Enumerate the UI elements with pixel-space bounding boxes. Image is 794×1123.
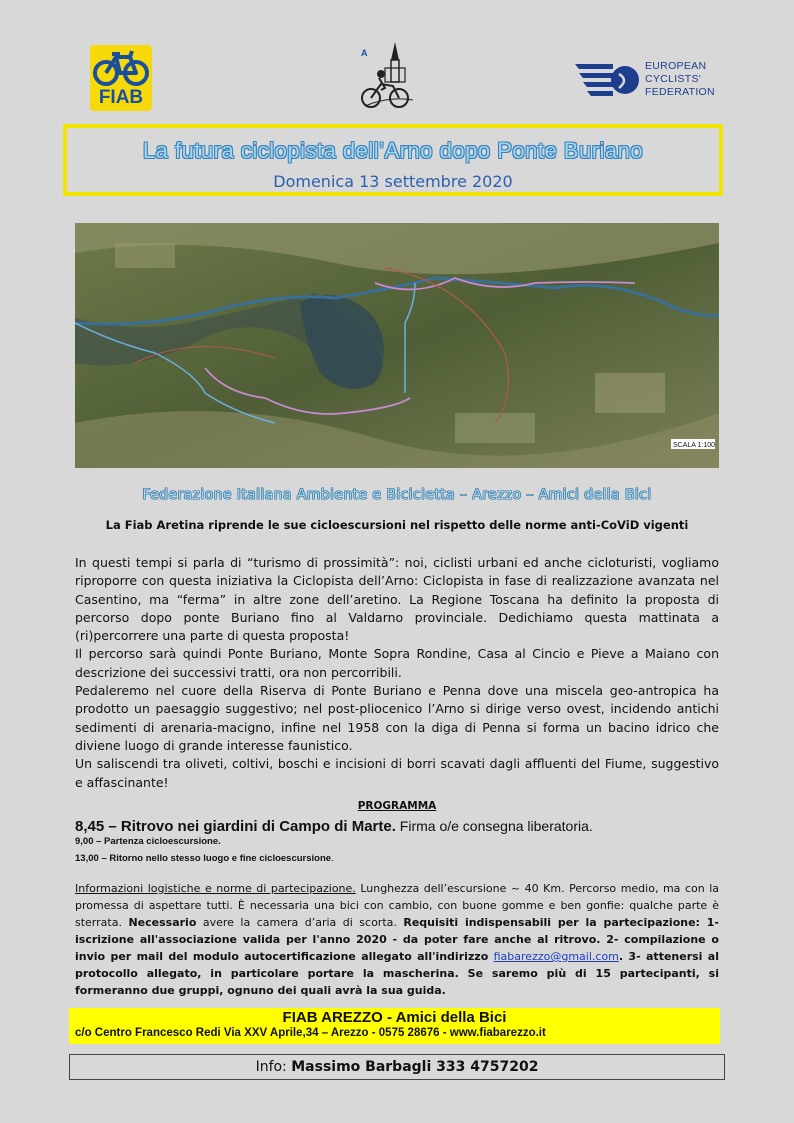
program-item: 8,45 – Ritrovo nei giardini di Campo di Marte. Firma o/e consegna liberatoria. <box>75 818 593 835</box>
footer-address: c/o Centro Francesco Redi Via XXV Aprile,34 – Arezzo - 0575 28676 - www.fiabarezzo.it <box>75 1027 546 1039</box>
paragraph: Pedaleremo nel cuore della Riserva di Ponte Buriano e Penna dove una miscela geo-antropica ha prodotto un paesaggio suggestivo; nel post-pliocenico l’Arno si dirige verso ovest, incidendo antichi sedimenti di arenaria-macigno, infine nel 1958 con la diga di Penna si forma un bacino idrico che diviene luogo di grande interesse faunistico. <box>75 683 719 753</box>
amici-della-bici-logo <box>355 38 423 110</box>
program-item: 13,00 – Ritorno nello stesso luogo e fine cicloescursione. <box>75 853 334 864</box>
ecf-logo <box>573 56 713 106</box>
footer-org-name: FIAB AREZZO - Amici della Bici <box>282 1009 507 1026</box>
paragraph: Il percorso sarà quindi Ponte Buriano, Monte Sopra Rondine, Casa al Cincio e Pieve a Maiano con descrizione dei successivi tratti, ora non percorribili. <box>75 646 719 680</box>
bicycle-icon <box>90 45 152 89</box>
email-link[interactable]: fiabarezzo@gmail.com <box>493 950 619 963</box>
programma-heading: PROGRAMMA <box>357 800 437 812</box>
federation-heading: Federazione Italiana Ambiente e Bicicletta – Arezzo – Amici della Bici <box>142 487 652 503</box>
description-body <box>75 554 719 792</box>
fiab-logo <box>90 45 152 111</box>
route-map-image <box>75 223 719 468</box>
footer-banner <box>69 1008 720 1044</box>
program-item: 9,00 – Partenza cicloescursione. <box>75 836 221 847</box>
contact-value: Massimo Barbagli 333 4757202 <box>291 1059 539 1075</box>
contact-label: Info: <box>255 1059 292 1075</box>
paragraph: In questi tempi si parla di “turismo di prossimità”: noi, ciclisti urbani ed anche cicloturisti, vogliamo riproporre con questa iniziativa la Ciclopista dell’Arno: Ciclopista in fase di realizzazione avanzata nel Casentino, ma “ferma” in altre zone dell’aretino. La Regione Toscana ha definito la proposta di percorso dopo ponte Buriano fino al Valdarno provinciale. Dedichiamo questa mattinata a (ri)percorrere una parte di questa proposta! <box>75 555 719 644</box>
page-title: La futura ciclopista dell’Arno dopo Ponte Buriano <box>142 138 644 163</box>
svg-text:A: A <box>361 48 368 58</box>
lead-text: La Fiab Aretina riprende le sue cicloescursioni nel rispetto delle norme anti-CoViD vigenti <box>105 518 689 532</box>
title-box <box>63 124 723 196</box>
info-heading: Informazioni logistiche e norme di partecipazione. <box>75 882 356 895</box>
ecf-logo-text: EUROPEAN CYCLISTS' FEDERATION <box>645 60 715 98</box>
ecf-wing-icon <box>573 56 643 104</box>
paragraph: Un saliscendi tra oliveti, coltivi, boschi e incisioni di borri scavati dagli affluenti del Fiume, suggestivo e affascinante! <box>75 756 719 790</box>
contact-box <box>69 1054 725 1080</box>
logistics-info: Informazioni logistiche e norme di partecipazione. Lunghezza dell’escursione ~ 40 Km. Percorso medio, ma con la promessa di aspettare tutti. È necessaria una bici con cambio, con buone gomme e ben gonfie: qualche parte è sterrata. Necessario avere la camera d’aria di scorta. Requisiti indispensabili per la partecipazione: 1- iscrizione all'associazione valida per l'anno 2020 - da poter fare anche al ritrovo. 2- compilazione o invio per mail del modulo autocertificazione allegato all'indirizzo fiabarezzo@gmail.com. 3- attenersi al protocollo allegato, in particolare portare la mascherina. Se saremo più di 15 partecipanti, si formeranno due gruppi, ognuno dei quali avrà la sua guida. <box>75 882 720 997</box>
map-scale-label: SCALA 1:100 <box>673 442 716 449</box>
event-date: Domenica 13 settembre 2020 <box>273 172 513 191</box>
fiab-logo-text: FIAB <box>98 87 144 108</box>
